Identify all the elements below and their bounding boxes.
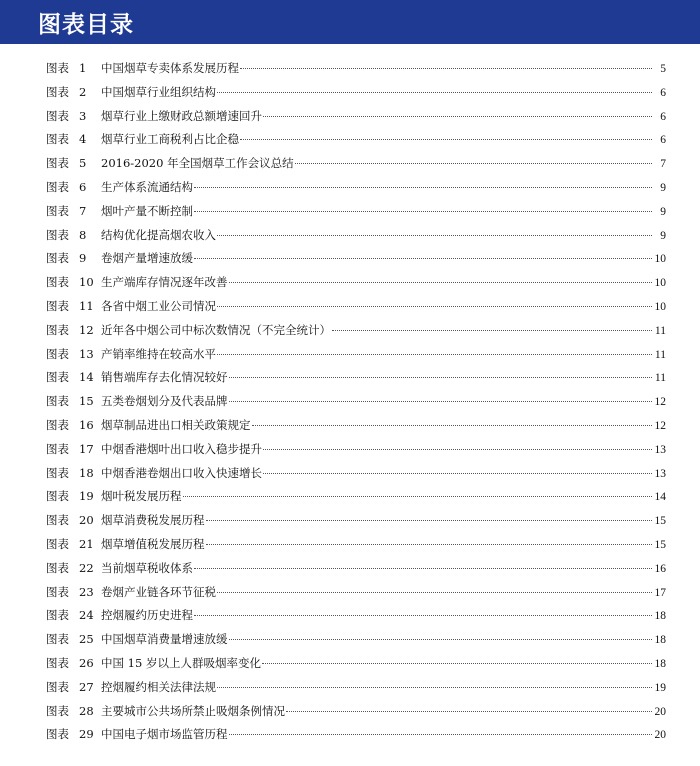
page-number[interactable]: 13: [654, 443, 666, 456]
figure-toc-list: [46, 57, 666, 747]
toc-entry[interactable]: [46, 105, 666, 129]
toc-entry[interactable]: [46, 271, 666, 295]
figure-number: 28: [79, 703, 94, 718]
figure-label: 图表: [46, 156, 69, 171]
figure-label: 图表: [46, 727, 69, 742]
toc-entry[interactable]: [46, 152, 666, 176]
toc-entry[interactable]: [46, 414, 666, 438]
figure-number: 6: [79, 179, 87, 194]
figure-label: 图表: [46, 679, 69, 694]
toc-entry[interactable]: [46, 652, 666, 676]
figure-number: 18: [79, 465, 94, 480]
figure-number: 29: [79, 727, 94, 742]
figure-label: 图表: [46, 84, 69, 99]
figure-title[interactable]: 烟草制品进出口相关政策规定: [101, 417, 251, 432]
figure-title[interactable]: 烟草增值税发展历程: [101, 536, 205, 551]
dot-leader: [262, 663, 652, 664]
figure-label: 图表: [46, 251, 69, 266]
figure-label: 图表: [46, 632, 69, 647]
figure-title[interactable]: 卷烟产业链各环节征税: [101, 584, 216, 599]
page-number[interactable]: 7: [660, 158, 666, 171]
figure-label: 图表: [46, 370, 69, 385]
dot-leader: [263, 473, 652, 474]
toc-entry[interactable]: [46, 533, 666, 557]
page-number[interactable]: 6: [660, 86, 666, 99]
figure-title[interactable]: 烟草行业工商税利占比企稳: [101, 132, 239, 147]
figure-number: 24: [79, 608, 94, 623]
figure-label: 图表: [46, 298, 69, 313]
figure-label: 图表: [46, 465, 69, 480]
dot-leader: [229, 282, 653, 283]
figure-title[interactable]: 中国 15 岁以上人群吸烟率变化: [101, 655, 261, 670]
figure-label: 图表: [46, 179, 69, 194]
dot-leader: [217, 354, 652, 355]
dot-leader: [252, 425, 653, 426]
dot-leader: [217, 92, 652, 93]
figure-number: 7: [79, 203, 87, 218]
figure-title[interactable]: 控烟履约相关法律法规: [101, 679, 216, 694]
figure-title[interactable]: 五类卷烟划分及代表品牌: [101, 394, 228, 409]
figure-label: 图表: [46, 703, 69, 718]
page-title: 图表目录: [38, 12, 134, 38]
toc-entry[interactable]: [46, 462, 666, 486]
figure-number: 8: [79, 227, 87, 242]
page-number[interactable]: 11: [654, 324, 666, 337]
dot-leader: [217, 306, 652, 307]
page-number[interactable]: 17: [654, 586, 666, 599]
figure-title[interactable]: 中烟香港烟叶出口收入稳步提升: [101, 441, 262, 456]
dot-leader: [217, 235, 652, 236]
dot-leader: [183, 496, 653, 497]
page-number[interactable]: 18: [654, 634, 666, 647]
figure-number: 21: [79, 536, 94, 551]
page-number[interactable]: 9: [660, 205, 666, 218]
dot-leader: [206, 520, 653, 521]
figure-title[interactable]: 烟叶产量不断控制: [101, 203, 193, 218]
toc-entry[interactable]: [46, 295, 666, 319]
page-number[interactable]: 19: [654, 681, 666, 694]
figure-number: 19: [79, 489, 94, 504]
figure-number: 10: [79, 275, 94, 290]
dot-leader: [240, 68, 652, 69]
figure-number: 3: [79, 108, 87, 123]
toc-entry[interactable]: [46, 676, 666, 700]
dot-leader: [229, 377, 653, 378]
figure-title[interactable]: 中国电子烟市场监管历程: [101, 727, 228, 742]
figure-number: 12: [79, 322, 94, 337]
figure-number: 2: [79, 84, 87, 99]
toc-entry[interactable]: [46, 247, 666, 271]
page-number[interactable]: 16: [654, 562, 666, 575]
toc-entry[interactable]: [46, 224, 666, 248]
figure-label: 图表: [46, 108, 69, 123]
figure-number: 22: [79, 560, 94, 575]
dot-leader: [263, 116, 652, 117]
toc-entry[interactable]: [46, 604, 666, 628]
toc-entry[interactable]: [46, 200, 666, 224]
toc-entry[interactable]: [46, 509, 666, 533]
figure-title[interactable]: 2016-2020 年全国烟草工作会议总结: [101, 156, 294, 171]
figure-title[interactable]: 近年各中烟公司中标次数情况（不完全统计）: [101, 322, 331, 337]
figure-label: 图表: [46, 346, 69, 361]
dot-leader: [217, 592, 652, 593]
page-number[interactable]: 12: [654, 396, 666, 409]
figure-label: 图表: [46, 394, 69, 409]
figure-label: 图表: [46, 536, 69, 551]
figure-number: 25: [79, 632, 94, 647]
dot-leader: [194, 615, 652, 616]
figure-title[interactable]: 产销率维持在较高水平: [101, 346, 216, 361]
figure-title[interactable]: 烟叶税发展历程: [101, 489, 182, 504]
figure-label: 图表: [46, 584, 69, 599]
figure-number: 16: [79, 417, 94, 432]
figure-number: 27: [79, 679, 94, 694]
dot-leader: [286, 711, 652, 712]
figure-label: 图表: [46, 513, 69, 528]
dot-leader: [263, 449, 652, 450]
page-number[interactable]: 10: [654, 253, 666, 266]
page-number[interactable]: 6: [660, 110, 666, 123]
page-number[interactable]: 9: [660, 181, 666, 194]
figure-number: 17: [79, 441, 94, 456]
figure-label: 图表: [46, 417, 69, 432]
dot-leader: [229, 639, 653, 640]
figure-title[interactable]: 卷烟产量增速放缓: [101, 251, 193, 266]
page-number[interactable]: 10: [654, 300, 666, 313]
page-number[interactable]: 11: [654, 348, 666, 361]
figure-label: 图表: [46, 560, 69, 575]
toc-entry[interactable]: [46, 57, 666, 81]
dot-leader: [217, 687, 652, 688]
figure-number: 15: [79, 394, 94, 409]
toc-entry[interactable]: [46, 723, 666, 747]
page-number[interactable]: 15: [654, 515, 666, 528]
figure-label: 图表: [46, 441, 69, 456]
dot-leader: [194, 211, 652, 212]
figure-number: 5: [79, 156, 87, 171]
toc-entry[interactable]: [46, 390, 666, 414]
figure-label: 图表: [46, 489, 69, 504]
figure-title[interactable]: 当前烟草税收体系: [101, 560, 193, 575]
figure-label: 图表: [46, 227, 69, 242]
figure-title[interactable]: 中国烟草专卖体系发展历程: [101, 61, 239, 75]
figure-number: 20: [79, 513, 94, 528]
figure-number: 11: [79, 298, 94, 313]
figure-title[interactable]: 结构优化提高烟农收入: [101, 227, 216, 242]
page-number[interactable]: 18: [654, 610, 666, 623]
figure-label: 图表: [46, 61, 69, 75]
figure-title[interactable]: 各省中烟工业公司情况: [101, 298, 216, 313]
figure-number: 14: [79, 370, 94, 385]
figure-title[interactable]: 中烟香港卷烟出口收入快速增长: [101, 465, 262, 480]
figure-number: 4: [79, 132, 87, 147]
figure-title[interactable]: 中国烟草消费量增速放缓: [101, 632, 228, 647]
toc-entry[interactable]: [46, 366, 666, 390]
toc-entry[interactable]: [46, 438, 666, 462]
figure-title[interactable]: 生产体系流通结构: [101, 179, 193, 194]
figure-title[interactable]: 烟草消费税发展历程: [101, 513, 205, 528]
figure-label: 图表: [46, 608, 69, 623]
page-number[interactable]: 13: [654, 467, 666, 480]
page-number[interactable]: 15: [654, 538, 666, 551]
figure-number: 23: [79, 584, 94, 599]
page-number[interactable]: 11: [654, 372, 666, 385]
figure-number: 13: [79, 346, 94, 361]
dot-leader: [194, 258, 652, 259]
toc-entry[interactable]: [46, 81, 666, 105]
figure-number: 26: [79, 655, 94, 670]
figure-title[interactable]: 控烟履约历史进程: [101, 608, 193, 623]
toc-entry[interactable]: [46, 581, 666, 605]
page-number[interactable]: 18: [654, 657, 666, 670]
dot-leader: [229, 401, 653, 402]
dot-leader: [229, 734, 653, 735]
toc-entry[interactable]: [46, 319, 666, 343]
toc-entry[interactable]: [46, 485, 666, 509]
header-banner: [0, 0, 700, 44]
toc-entry[interactable]: [46, 557, 666, 581]
figure-number: 1: [79, 61, 87, 75]
page-number[interactable]: 6: [660, 134, 666, 147]
figure-label: 图表: [46, 655, 69, 670]
toc-entry[interactable]: [46, 176, 666, 200]
toc-entry[interactable]: [46, 700, 666, 724]
figure-title[interactable]: 烟草行业上缴财政总额增速回升: [101, 108, 262, 123]
page-number[interactable]: 9: [660, 229, 666, 242]
page-number[interactable]: 12: [654, 419, 666, 432]
figure-number: 9: [79, 251, 87, 266]
page-number[interactable]: 20: [654, 729, 666, 742]
page-number[interactable]: 20: [654, 705, 666, 718]
page-number[interactable]: 14: [654, 491, 666, 504]
figure-label: 图表: [46, 132, 69, 147]
figure-label: 图表: [46, 275, 69, 290]
dot-leader: [332, 330, 652, 331]
toc-entry[interactable]: [46, 128, 666, 152]
toc-entry[interactable]: [46, 343, 666, 367]
dot-leader: [295, 163, 652, 164]
figure-title[interactable]: 销售端库存去化情况较好: [101, 370, 228, 385]
dot-leader: [194, 568, 652, 569]
figure-label: 图表: [46, 322, 69, 337]
page-number[interactable]: 10: [654, 277, 666, 290]
dot-leader: [206, 544, 653, 545]
dot-leader: [240, 139, 652, 140]
page-number[interactable]: 5: [660, 63, 666, 75]
figure-title[interactable]: 生产端库存情况逐年改善: [101, 275, 228, 290]
figure-title[interactable]: 中国烟草行业组织结构: [101, 84, 216, 99]
figure-label: 图表: [46, 203, 69, 218]
figure-title[interactable]: 主要城市公共场所禁止吸烟条例情况: [101, 703, 285, 718]
dot-leader: [194, 187, 652, 188]
toc-entry[interactable]: [46, 628, 666, 652]
